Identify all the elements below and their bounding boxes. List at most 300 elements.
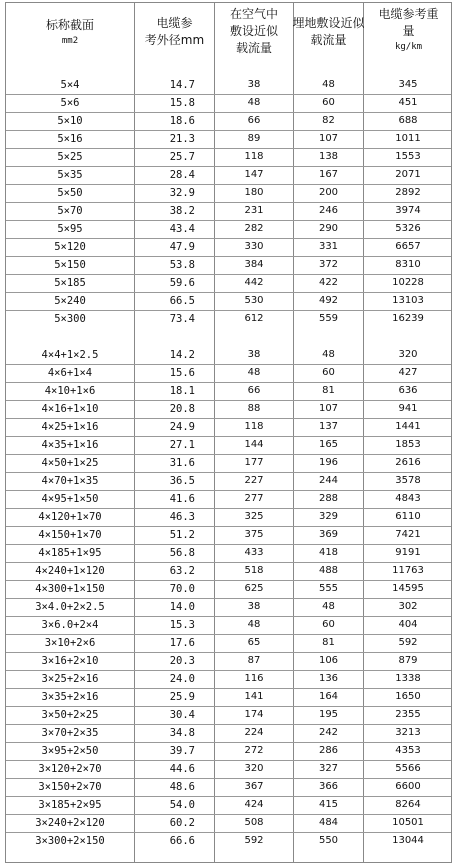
air-ampacity-cell: 89 [247,133,261,144]
outer-diameter-cell: 28.4 [169,169,195,181]
row-divider [6,760,451,761]
table-row [6,670,451,688]
table-row [6,742,451,760]
row-divider [6,274,451,275]
weight-cell: 1441 [395,421,421,432]
spec-cell: 5×35 [57,169,83,181]
weight-cell: 636 [398,385,418,396]
outer-diameter-cell: 54.0 [169,799,195,811]
air-ampacity-cell: 625 [244,583,264,594]
spec-cell: 5×16 [57,133,83,145]
weight-cell: 13044 [392,835,424,846]
spec-cell: 3×6.0+2×4 [41,619,99,631]
ground-ampacity-cell: 242 [318,727,339,738]
ground-ampacity-cell: 107 [318,133,339,144]
header-od-line1: 电缆参 [156,16,193,30]
ground-ampacity-cell: 290 [318,223,339,234]
spec-cell: 4×300+1×150 [35,583,105,595]
air-ampacity-cell: 325 [244,511,264,522]
air-ampacity-cell: 66 [247,385,261,396]
table-row [6,400,451,418]
weight-cell: 3974 [395,205,421,216]
air-ampacity-cell: 592 [244,835,264,846]
air-ampacity-cell: 118 [244,421,264,432]
ground-ampacity-cell: 488 [318,565,339,576]
air-ampacity-cell: 144 [244,439,264,450]
air-ampacity-cell: 224 [244,727,264,738]
outer-diameter-cell: 47.9 [169,241,195,253]
outer-diameter-cell: 44.6 [169,763,195,775]
outer-diameter-cell: 18.1 [169,385,195,397]
air-ampacity-cell: 180 [244,187,264,198]
spec-cell: 3×25+2×16 [41,673,99,685]
weight-cell: 345 [398,79,418,90]
outer-diameter-cell: 73.4 [169,313,195,325]
table-row [6,814,451,832]
weight-cell: 6110 [395,511,421,522]
spec-cell: 3×10+2×6 [44,637,96,649]
row-divider [6,724,451,725]
ground-ampacity-cell: 60 [322,619,335,630]
air-ampacity-cell: 88 [247,403,261,414]
air-ampacity-cell: 87 [247,655,261,666]
header-air-line2: 敷设近似 [229,24,278,38]
weight-cell: 7421 [395,529,421,540]
header-weight-line1: 电缆参考重 [378,7,439,21]
ground-ampacity-cell: 286 [318,745,339,756]
weight-cell: 2892 [395,187,421,198]
outer-diameter-cell: 24.9 [169,421,195,433]
weight-cell: 302 [398,601,418,612]
row-divider [6,526,451,527]
outer-diameter-cell: 41.6 [169,493,195,505]
table-row [6,778,451,796]
ground-ampacity-cell: 48 [322,349,335,360]
air-ampacity-cell: 227 [244,475,264,486]
table-row [6,796,451,814]
spec-cell: 3×16+2×10 [41,655,99,667]
ground-ampacity-cell: 484 [318,817,339,828]
spec-cell: 3×35+2×16 [41,691,99,703]
row-divider [6,292,451,293]
spec-cell: 4×240+1×120 [35,565,105,577]
row-divider [6,778,451,779]
weight-cell: 1650 [395,691,421,702]
weight-cell: 1853 [395,439,421,450]
table-row [6,526,451,544]
air-ampacity-cell: 147 [244,169,264,180]
outer-diameter-cell: 59.6 [169,277,195,289]
row-divider [6,454,451,455]
outer-diameter-cell: 31.6 [169,457,195,469]
row-divider [6,382,451,383]
outer-diameter-cell: 46.3 [169,511,195,523]
table-row [6,112,451,130]
row-divider [6,832,451,833]
table-row [6,310,451,328]
header-air-line3: 载流量 [235,41,272,55]
outer-diameter-cell: 39.7 [169,745,195,757]
header-weight-line2: 量 [402,24,415,38]
table-row [6,472,451,490]
spec-cell: 4×6+1×4 [47,367,93,379]
outer-diameter-cell: 18.6 [169,115,195,127]
row-divider [6,742,451,743]
ground-ampacity-cell: 167 [318,169,339,180]
spec-cell: 4×25+1×16 [41,421,99,433]
spec-cell: 3×4.0+2×2.5 [35,601,105,613]
air-ampacity-cell: 530 [244,295,264,306]
outer-diameter-cell: 30.4 [169,709,195,721]
ground-ampacity-cell: 165 [318,439,339,450]
row-divider [6,220,451,221]
table-row [6,220,451,238]
spec-cell: 5×10 [57,115,83,127]
spec-cell: 5×150 [54,259,86,271]
weight-cell: 3578 [395,475,421,486]
weight-cell: 688 [398,115,418,126]
ground-ampacity-cell: 422 [318,277,339,288]
air-ampacity-cell: 141 [244,691,264,702]
table-row [6,256,451,274]
spec-cell: 4×10+1×6 [44,385,96,397]
header-outer-diameter [135,3,214,61]
air-ampacity-cell: 433 [244,547,264,558]
ground-ampacity-cell: 246 [318,205,339,216]
table-row [6,634,451,652]
table-row [6,364,451,382]
spec-cell: 3×185+2×95 [38,799,102,811]
row-divider [6,508,451,509]
row-divider [6,544,451,545]
weight-cell: 5566 [395,763,421,774]
ground-ampacity-cell: 196 [318,457,339,468]
weight-cell: 6600 [395,781,421,792]
air-ampacity-cell: 38 [247,349,261,360]
table-row [6,544,451,562]
row-divider [6,490,451,491]
header-nominal-section [6,3,134,61]
ground-ampacity-cell: 106 [318,655,339,666]
row-divider [6,652,451,653]
outer-diameter-cell: 36.5 [169,475,195,487]
outer-diameter-cell: 20.3 [169,655,195,667]
spec-cell: 5×4 [60,79,80,91]
ground-ampacity-cell: 366 [318,781,339,792]
outer-diameter-cell: 15.8 [169,97,195,109]
air-ampacity-cell: 38 [247,601,261,612]
air-ampacity-cell: 48 [247,619,261,630]
spec-cell: 4×120+1×70 [38,511,102,523]
weight-cell: 320 [398,349,418,360]
outer-diameter-cell: 38.2 [169,205,195,217]
table-row [6,148,451,166]
weight-cell: 1553 [395,151,421,162]
row-divider [6,796,451,797]
outer-diameter-cell: 43.4 [169,223,195,235]
ground-ampacity-cell: 327 [318,763,339,774]
air-ampacity-cell: 375 [244,529,264,540]
weight-cell: 9191 [395,547,421,558]
outer-diameter-cell: 53.8 [169,259,195,271]
air-ampacity-cell: 282 [244,223,264,234]
row-divider [6,184,451,185]
ground-ampacity-cell: 372 [318,259,339,270]
spec-cell: 5×25 [57,151,83,163]
spec-cell: 3×50+2×25 [41,709,99,721]
table-row [6,238,451,256]
header-ground-line1: 埋地敷设近似 [292,16,365,30]
outer-diameter-cell: 70.0 [169,583,195,595]
ground-ampacity-cell: 418 [318,547,339,558]
ground-ampacity-cell: 107 [318,403,339,414]
table-row [6,688,451,706]
row-divider [6,814,451,815]
spec-cell: 5×300 [54,313,86,325]
table-row [6,580,451,598]
table-row [6,166,451,184]
table-row [6,130,451,148]
weight-cell: 2355 [395,709,421,720]
table-row [6,598,451,616]
ground-ampacity-cell: 200 [318,187,339,198]
spec-cell: 3×70+2×35 [41,727,99,739]
ground-ampacity-cell: 82 [322,115,335,126]
spec-cell: 3×300+2×150 [35,835,105,847]
row-divider [6,706,451,707]
outer-diameter-cell: 20.8 [169,403,195,415]
outer-diameter-cell: 21.3 [169,133,195,145]
ground-ampacity-cell: 60 [322,97,335,108]
header-weight [364,3,453,61]
spec-cell: 4×35+1×16 [41,439,99,451]
ground-ampacity-cell: 60 [322,367,335,378]
spec-cell: 4×50+1×25 [41,457,99,469]
row-divider [6,166,451,167]
table-row [6,562,451,580]
outer-diameter-cell: 51.2 [169,529,195,541]
header-spec-label: 标称截面 [45,18,94,32]
air-ampacity-cell: 612 [244,313,264,324]
outer-diameter-cell: 17.6 [169,637,195,649]
outer-diameter-cell: 56.8 [169,547,195,559]
weight-cell: 3213 [395,727,421,738]
spec-cell: 5×185 [54,277,86,289]
air-ampacity-cell: 177 [244,457,264,468]
row-divider [6,580,451,581]
air-ampacity-cell: 66 [247,115,261,126]
outer-diameter-cell: 27.1 [169,439,195,451]
row-divider [6,472,451,473]
weight-cell: 404 [398,619,418,630]
air-ampacity-cell: 116 [244,673,264,684]
row-divider [6,616,451,617]
air-ampacity-cell: 38 [247,79,261,90]
air-ampacity-cell: 272 [244,745,264,756]
row-divider [6,634,451,635]
table-row [6,202,451,220]
ground-ampacity-cell: 555 [318,583,339,594]
ground-ampacity-cell: 244 [318,475,339,486]
spec-cell: 4×150+1×70 [38,529,102,541]
row-divider [6,418,451,419]
weight-cell: 5326 [395,223,421,234]
ground-ampacity-cell: 550 [318,835,339,846]
air-ampacity-cell: 518 [244,565,264,576]
air-ampacity-cell: 48 [247,367,261,378]
table-row [6,652,451,670]
table-row [6,346,451,364]
ground-ampacity-cell: 331 [318,241,339,252]
outer-diameter-cell: 15.6 [169,367,195,379]
spec-cell: 5×50 [57,187,83,199]
ground-ampacity-cell: 48 [322,79,335,90]
air-ampacity-cell: 118 [244,151,264,162]
ground-ampacity-cell: 81 [322,385,335,396]
air-ampacity-cell: 424 [244,799,264,810]
weight-cell: 10501 [392,817,424,828]
header-spec-unit: mm2 [61,36,79,46]
row-divider [6,670,451,671]
air-ampacity-cell: 277 [244,493,264,504]
outer-diameter-cell: 15.3 [169,619,195,631]
header-od-line2: 考外径mm [144,33,205,47]
table-row [6,454,451,472]
weight-cell: 879 [398,655,418,666]
table-row [6,274,451,292]
ground-ampacity-cell: 138 [318,151,339,162]
air-ampacity-cell: 442 [244,277,264,288]
row-divider [6,562,451,563]
row-divider [6,202,451,203]
air-ampacity-cell: 320 [244,763,264,774]
spec-cell: 3×95+2×50 [41,745,99,757]
weight-cell: 1011 [395,133,421,144]
table-row [6,436,451,454]
outer-diameter-cell: 14.0 [169,601,195,613]
ground-ampacity-cell: 369 [318,529,339,540]
table-row [6,94,451,112]
weight-cell: 11763 [392,565,424,576]
weight-cell: 1338 [395,673,421,684]
row-divider [6,112,451,113]
spec-cell: 4×16+1×10 [41,403,99,415]
weight-cell: 8264 [395,799,421,810]
weight-cell: 2616 [395,457,421,468]
weight-cell: 4353 [395,745,421,756]
row-divider [6,688,451,689]
table-row [6,292,451,310]
ground-ampacity-cell: 164 [318,691,339,702]
table-row [6,832,451,850]
ground-ampacity-cell: 288 [318,493,339,504]
outer-diameter-cell: 66.6 [169,835,195,847]
cable-spec-table [5,2,452,863]
weight-cell: 8310 [395,259,421,270]
table-row [6,490,451,508]
row-divider [6,238,451,239]
spec-cell: 5×120 [54,241,86,253]
weight-cell: 2071 [395,169,421,180]
header-air-line1: 在空气中 [229,7,278,21]
row-divider [6,130,451,131]
table-row [6,724,451,742]
row-divider [6,400,451,401]
ground-ampacity-cell: 415 [318,799,339,810]
ground-ampacity-cell: 48 [322,601,335,612]
spec-cell: 4×95+1×50 [41,493,99,505]
air-ampacity-cell: 508 [244,817,264,828]
ground-ampacity-cell: 137 [318,421,339,432]
spec-cell: 4×70+1×35 [41,475,99,487]
ground-ampacity-cell: 492 [318,295,339,306]
spec-cell: 3×150+2×70 [38,781,102,793]
weight-cell: 6657 [395,241,421,252]
ground-ampacity-cell: 136 [318,673,339,684]
air-ampacity-cell: 367 [244,781,264,792]
weight-cell: 592 [398,637,418,648]
air-ampacity-cell: 48 [247,97,261,108]
table-row [6,76,451,94]
header-ground-ampacity [294,3,363,61]
table-row [6,418,451,436]
weight-cell: 941 [398,403,418,414]
header-air-ampacity [215,3,293,61]
spec-cell: 5×70 [57,205,83,217]
row-divider [6,148,451,149]
spec-cell: 4×4+1×2.5 [41,349,99,361]
table-row [6,382,451,400]
outer-diameter-cell: 24.0 [169,673,195,685]
air-ampacity-cell: 65 [247,637,261,648]
weight-cell: 14595 [392,583,424,594]
air-ampacity-cell: 174 [244,709,264,720]
weight-cell: 10228 [392,277,424,288]
spec-cell: 4×185+1×95 [38,547,102,559]
weight-cell: 13103 [392,295,424,306]
row-divider [6,364,451,365]
air-ampacity-cell: 231 [244,205,264,216]
spec-cell: 3×120+2×70 [38,763,102,775]
outer-diameter-cell: 25.7 [169,151,195,163]
outer-diameter-cell: 34.8 [169,727,195,739]
weight-cell: 427 [398,367,418,378]
spec-cell: 5×95 [57,223,83,235]
ground-ampacity-cell: 81 [322,637,335,648]
row-divider [6,94,451,95]
air-ampacity-cell: 330 [244,241,264,252]
spec-cell: 5×240 [54,295,86,307]
table-row [6,184,451,202]
outer-diameter-cell: 25.9 [169,691,195,703]
outer-diameter-cell: 66.5 [169,295,195,307]
header-weight-unit: kg/km [394,42,423,52]
table-row [6,616,451,634]
ground-ampacity-cell: 559 [318,313,339,324]
table-row [6,706,451,724]
spec-cell: 3×240+2×120 [35,817,105,829]
row-divider [6,436,451,437]
table-row [6,760,451,778]
row-divider [6,598,451,599]
row-divider [6,256,451,257]
outer-diameter-cell: 63.2 [169,565,195,577]
header-ground-line2: 载流量 [310,33,347,47]
weight-cell: 16239 [392,313,424,324]
outer-diameter-cell: 48.6 [169,781,195,793]
table-row [6,508,451,526]
weight-cell: 4843 [395,493,421,504]
